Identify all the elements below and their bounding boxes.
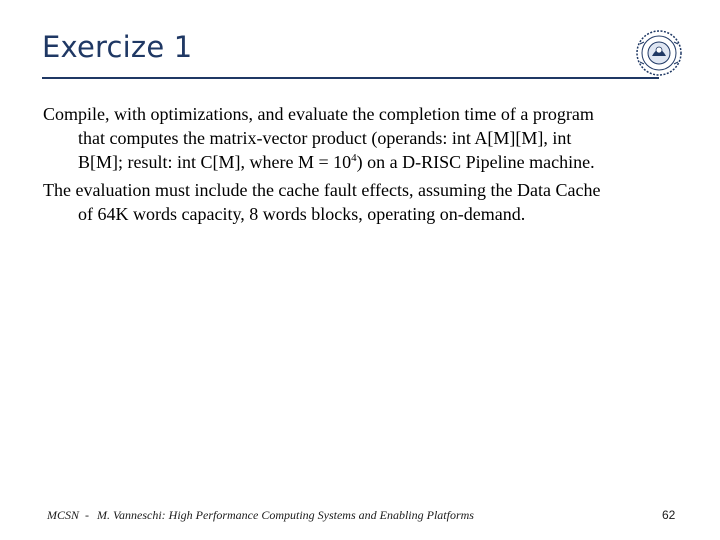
p1-line-1: Compile, with optimizations, and evaluate the completion time of a program [43,104,594,124]
title-divider [42,77,659,79]
footer [47,508,474,523]
p2-line-2: of 64K words capacity, 8 words blocks, operating on-demand. [78,204,526,224]
slide-title: Exercize 1 [42,30,193,64]
p1-line-3-end: ) on a D-RISC Pipeline machine. [356,152,595,172]
p1-line-3 [43,150,683,174]
p2-line-1: The evaluation must include the cache fault effects, assuming the Data Cache [43,180,601,200]
footer-course: MCSN [47,508,80,522]
footer-author-title: M. Vanneschi: High Performance Computing Systems and Enabling Platforms [97,508,474,522]
university-seal-icon [628,26,690,80]
footer-separator: - [85,508,90,522]
page-number: 62 [662,508,676,522]
paragraph-1 [43,102,683,174]
slide-body [43,102,683,230]
p1-line-2: that computes the matrix-vector product (operands: int A[M][M], int [78,128,572,148]
exponent: 4 [351,152,357,164]
paragraph-2 [43,178,683,226]
p1-line-3-start: B[M]; result: int C[M], where M = 10 [78,152,352,172]
